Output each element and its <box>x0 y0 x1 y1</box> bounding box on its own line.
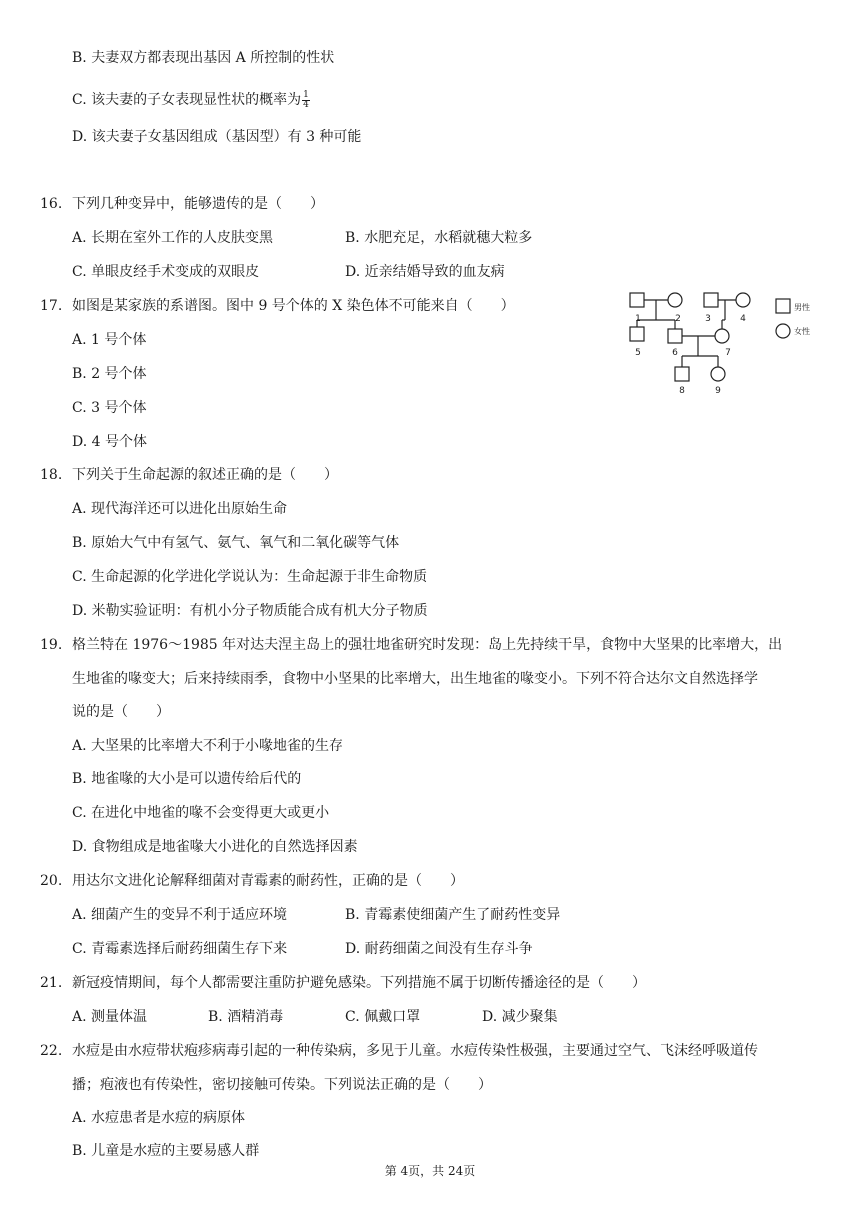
legend-male-symbol <box>776 299 790 313</box>
q19-stem-line-1: 格兰特在 1976～1985 年对达夫涅主岛上的强壮地雀研究时发现：岛上先持续干旱，食物中大坚果的比率增大，出 <box>72 637 783 653</box>
individual-3-male <box>704 293 718 307</box>
q18-option-b: B. 原始大气中有氢气、氨气、氧气和二氧化碳等气体 <box>72 535 400 551</box>
q16-option-d: D. 近亲结婚导致的血友病 <box>345 264 505 280</box>
label-9: 9 <box>715 386 721 396</box>
label-3: 3 <box>705 314 711 324</box>
q22-option-a: A. 水痘患者是水痘的病原体 <box>72 1110 246 1126</box>
q17-option-b: B. 2 号个体 <box>72 366 147 382</box>
fraction <box>302 91 310 110</box>
q19-stem-line-2: 生地雀的喙变大；后来持续雨季，食物中小坚果的比率增大，出生地雀的喙变小。下列不符合达尔文自然选择学 <box>72 671 758 687</box>
q20-option-b: B. 青霉素使细菌产生了耐药性变异 <box>345 907 561 923</box>
q15-option-c-text: C. 该夫妻的子女表现显性状的概率为 <box>72 92 302 108</box>
q19-option-b: B. 地雀喙的大小是可以遗传给后代的 <box>72 771 302 787</box>
individual-5-male <box>630 327 644 341</box>
label-5: 5 <box>635 348 641 358</box>
q16-option-c: C. 单眼皮经手术变成的双眼皮 <box>72 264 260 280</box>
legend-female-symbol <box>776 324 790 338</box>
q22-number: 22. <box>40 1043 63 1059</box>
page-footer: 第 4页，共 24页 <box>384 1164 476 1178</box>
q22-stem-line-2: 播；疱液也有传染性，密切接触可传染。下列说法正确的是（ ） <box>72 1077 492 1093</box>
label-2: 2 <box>675 314 681 324</box>
q20-option-a: A. 细菌产生的变异不利于适应环境 <box>72 907 288 923</box>
q21-stem: 新冠疫情期间，每个人都需要注重防护避免感染。下列措施不属于切断传播途径的是（ ） <box>72 975 646 991</box>
q17-number: 17. <box>40 298 63 314</box>
fraction-numerator: 1 <box>303 89 309 100</box>
q16-stem: 下列几种变异中，能够遗传的是（ ） <box>72 196 324 212</box>
q17-option-d: D. 4 号个体 <box>72 434 147 450</box>
q21-option-a: A. 测量体温 <box>72 1009 148 1025</box>
q19-option-c: C. 在进化中地雀的喙不会变得更大或更小 <box>72 805 330 821</box>
label-6: 6 <box>672 348 678 358</box>
label-8: 8 <box>679 386 685 396</box>
q22-option-b: B. 儿童是水痘的主要易感人群 <box>72 1143 260 1159</box>
individual-1-male <box>630 293 644 307</box>
legend-female-label: 女性 <box>794 327 810 336</box>
q15-option-d: D. 该夫妻子女基因组成（基因型）有 3 种可能 <box>72 129 362 145</box>
q21-option-c: C. 佩戴口罩 <box>345 1009 421 1025</box>
q21-option-b: B. 酒精消毒 <box>208 1009 284 1025</box>
q18-option-c: C. 生命起源的化学进化学说认为：生命起源于非生命物质 <box>72 569 428 585</box>
q19-option-a: A. 大坚果的比率增大不利于小喙地雀的生存 <box>72 738 344 754</box>
q17-stem: 如图是某家族的系谱图。图中 9 号个体的 X 染色体不可能来自（ ） <box>72 298 515 314</box>
q16-number: 16. <box>40 196 63 212</box>
q20-option-d: D. 耐药细菌之间没有生存斗争 <box>345 941 533 957</box>
q17-option-c: C. 3 号个体 <box>72 400 147 416</box>
q19-number: 19. <box>40 637 63 653</box>
label-4: 4 <box>740 314 746 324</box>
individual-6-male <box>668 329 682 343</box>
q16-option-a: A. 长期在室外工作的人皮肤变黑 <box>72 230 274 246</box>
q15-option-c <box>72 90 310 110</box>
legend-male-label: 男性 <box>794 303 810 312</box>
q15-option-b: B. 夫妻双方都表现出基因 A 所控制的性状 <box>72 50 335 66</box>
q18-number: 18. <box>40 467 63 483</box>
q20-number: 20. <box>40 873 63 889</box>
q19-stem-line-3: 说的是（ ） <box>72 704 170 720</box>
label-1: 1 <box>635 314 641 324</box>
q17-option-a: A. 1 号个体 <box>72 332 147 348</box>
individual-9-female <box>711 367 725 381</box>
individual-2-female <box>668 293 682 307</box>
q21-number: 21. <box>40 975 63 991</box>
q21-option-d: D. 减少聚集 <box>482 1009 558 1025</box>
pedigree-diagram <box>622 286 832 398</box>
q18-option-a: A. 现代海洋还可以进化出原始生命 <box>72 501 288 517</box>
q16-option-b: B. 水肥充足，水稻就穗大粒多 <box>345 230 533 246</box>
q18-stem: 下列关于生命起源的叙述正确的是（ ） <box>72 467 338 483</box>
label-7: 7 <box>725 348 731 358</box>
q20-stem: 用达尔文进化论解释细菌对青霉素的耐药性，正确的是（ ） <box>72 873 464 889</box>
individual-4-female <box>736 293 750 307</box>
q18-option-d: D. 米勒实验证明：有机小分子物质能合成有机大分子物质 <box>72 603 428 619</box>
individual-8-male <box>675 367 689 381</box>
q22-stem-line-1: 水痘是由水痘带状疱疹病毒引起的一种传染病，多见于儿童。水痘传染性极强，主要通过空气、飞沫经呼吸道传 <box>72 1043 758 1059</box>
individual-7-female <box>715 329 729 343</box>
q19-option-d: D. 食物组成是地雀喙大小进化的自然选择因素 <box>72 839 358 855</box>
fraction-denominator: 4 <box>303 99 309 110</box>
q20-option-c: C. 青霉素选择后耐药细菌生存下来 <box>72 941 288 957</box>
